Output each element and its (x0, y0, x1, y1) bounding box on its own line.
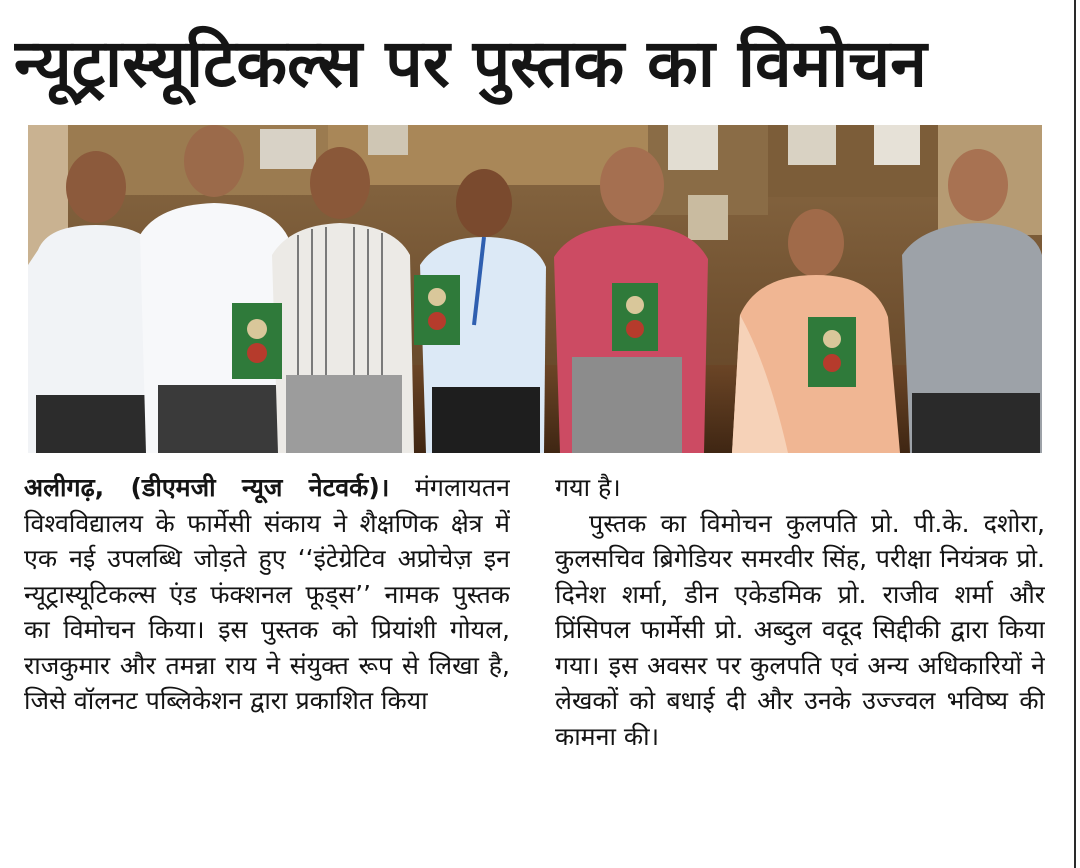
article-body-1: मंगलायतन विश्वविद्यालय के फार्मेसी संकाय ने शैक्षणिक क्षेत्र में एक नई उपलब्धि जोड़ते हुए ‘‘इंटेग्रेटिव अप्रोचेज़ इन न्यूट्रास्यूटिकल्स एंड फंक्शनल फूड्स’’ नामक पुस्तक का विमोचन किया। इस पुस्तक को प्रियांशी गोयल, राजकुमार और तमन्ना राय ने संयुक्त रूप से लिखा है, जिसे वॉलनट पब्लिकेशन द्वारा प्रकाशित किया (24, 473, 510, 715)
dateline: अलीगढ़, (डीएमजी न्यूज नेटवर्क)। (24, 473, 390, 502)
article-continuation: गया है। (555, 473, 621, 502)
headline: न्यूट्रास्यूटिकल्स पर पुस्तक का विमोचन (14, 25, 927, 102)
news-photo (28, 125, 1042, 453)
column-rule (1074, 0, 1076, 868)
article-paragraph-1 (24, 470, 510, 719)
article-column-2 (555, 470, 1045, 860)
article-column-1 (24, 470, 510, 860)
article-paragraph-2 (555, 506, 1045, 755)
article-body-2: पुस्तक का विमोचन कुलपति प्रो. पी.के. दशोरा, कुलसचिव ब्रिगेडियर समरवीर सिंह, परीक्षा नियंत्रक प्रो. दिनेश शर्मा, डीन एकेडमिक प्रो. राजीव शर्मा और प्रिंसिपल फार्मेसी प्रो. अब्दुल वदूद सिद्दीकी द्वारा किया गया। इस अवसर पर कुलपति एवं अन्य अधिकारियों ने लेखकों को बधाई दी और उनके उज्ज्वल भविष्य की कामना की। (555, 508, 1045, 751)
